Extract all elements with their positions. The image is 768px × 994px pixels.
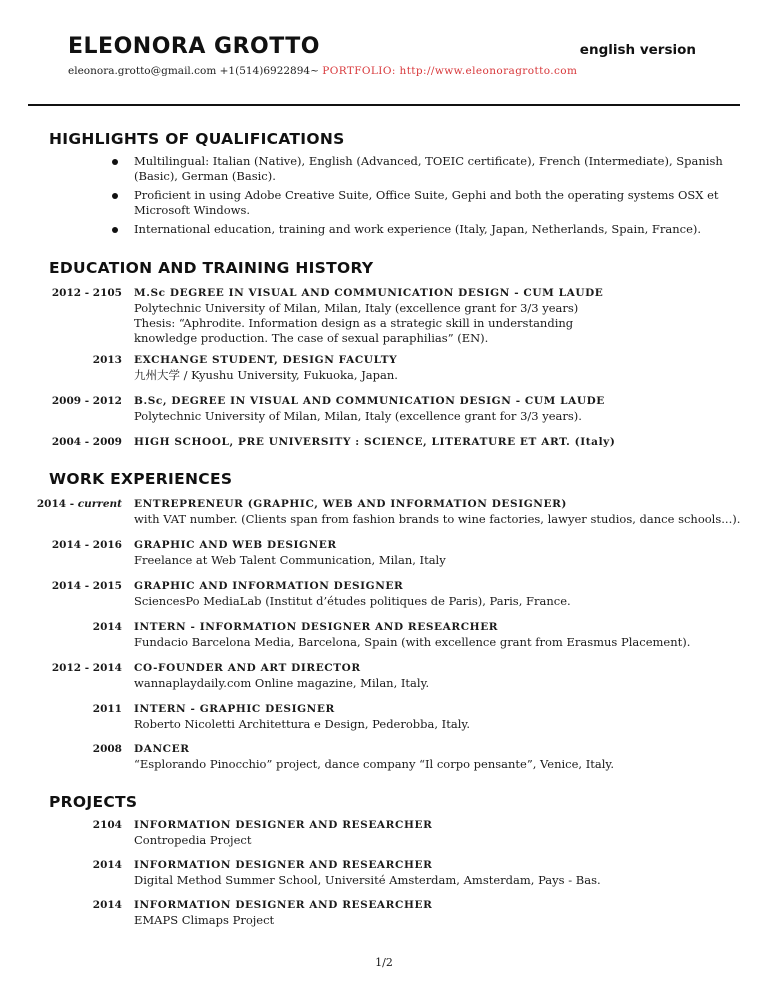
entry-role: DANCER	[134, 743, 190, 755]
entry-date: 2014	[92, 621, 122, 633]
entry-description: EMAPS Climaps Project	[134, 913, 275, 927]
qualification-text: International education, training and work experience (Italy, Japan, Netherlands, Spain, France).	[134, 222, 702, 236]
entry-date: 2014	[92, 899, 122, 911]
entry-description: Digital Method Summer School, Université Amsterdam, Amsterdam, Pays - Bas.	[134, 873, 601, 887]
entry-description: Polytechnic University of Milan, Milan, Italy (excellence grant for 3/3 years)	[134, 301, 579, 315]
entry-role: EXCHANGE STUDENT, DESIGN FACULTY	[134, 354, 398, 366]
entry-date-start: 2014 -	[36, 498, 78, 510]
entry-date: 2013	[92, 354, 122, 366]
section-title-qualifications: HIGHLIGHTS OF QUALIFICATIONS	[49, 130, 345, 148]
section-title-education: EDUCATION AND TRAINING HISTORY	[49, 259, 374, 277]
entry-description: Thesis: “Aphrodite. Information design as a strategic skill in understanding	[134, 316, 574, 330]
section-title-work: WORK EXPERIENCES	[49, 470, 233, 488]
entry-role: INFORMATION DESIGNER AND RESEARCHER	[134, 859, 433, 871]
entry-description: wannaplaydaily.com Online magazine, Milan, Italy.	[134, 676, 430, 690]
language-version-label: english version	[579, 42, 696, 58]
entry-role: INFORMATION DESIGNER AND RESEARCHER	[134, 899, 433, 911]
entry-description: knowledge production. The case of sexual paraphilias” (EN).	[134, 331, 489, 345]
bullet-icon	[112, 159, 118, 165]
entry-role: INFORMATION DESIGNER AND RESEARCHER	[134, 819, 433, 831]
entry-description: Roberto Nicoletti Architettura e Design, Pederobba, Italy.	[134, 717, 470, 731]
qualification-text: Multilingual: Italian (Native), English (Advanced, TOEIC certificate), French (Intermediate), Spanish (Basic), German (Basic).	[134, 154, 723, 183]
entry-role: GRAPHIC AND INFORMATION DESIGNER	[134, 580, 404, 592]
entry-description: Polytechnic University of Milan, Milan, Italy (excellence grant for 3/3 years).	[134, 409, 582, 423]
header-divider	[28, 104, 740, 106]
entry-role: INTERN - GRAPHIC DESIGNER	[134, 703, 335, 715]
qualification-text: Proficient in using Adobe Creative Suite, Office Suite, Gephi and both the operating systems OSX et Microsoft Windows.	[134, 188, 719, 217]
entry-description: Fundacio Barcelona Media, Barcelona, Spain (with excellence grant from Erasmus Placement).	[134, 635, 691, 649]
contact-details: eleonora.grotto@gmail.com +1(514)6922894~	[68, 65, 323, 77]
entry-date: 2014	[92, 859, 122, 871]
page-number: 1/2	[375, 956, 393, 969]
entry-role: M.Sc DEGREE IN VISUAL AND COMMUNICATION DESIGN - CUM LAUDE	[134, 287, 604, 299]
entry-date: 2014 - 2015	[51, 580, 122, 592]
entry-description: SciencesPo MediaLab (Institut d’études politiques de Paris), Paris, France.	[134, 594, 571, 608]
entry-role: GRAPHIC AND WEB DESIGNER	[134, 539, 337, 551]
entry-role: ENTREPRENEUR (GRAPHIC, WEB AND INFORMATION DESIGNER)	[134, 498, 567, 510]
entry-date: 2004 - 2009	[51, 436, 122, 448]
entry-date: 2014 - 2016	[51, 539, 122, 551]
entry-description: with VAT number. (Clients span from fashion brands to wine factories, lawyer studios, dance schools...).	[134, 512, 741, 526]
entry-date: 2008	[92, 743, 122, 755]
entry-role: INTERN - INFORMATION DESIGNER AND RESEARCHER	[134, 621, 499, 633]
bullet-icon	[112, 193, 118, 199]
entry-date	[37, 497, 122, 512]
list-item	[106, 154, 726, 184]
qualifications-list	[106, 154, 726, 241]
entry-date: 2012 - 2105	[51, 287, 122, 299]
bullet-icon	[112, 227, 118, 233]
list-item	[106, 222, 726, 237]
section-title-projects: PROJECTS	[49, 793, 138, 811]
entry-role: CO-FOUNDER AND ART DIRECTOR	[134, 662, 361, 674]
entry-description: Freelance at Web Talent Communication, Milan, Italy	[134, 553, 446, 567]
entry-date: 2009 - 2012	[51, 395, 122, 407]
entry-date: 2104	[92, 819, 122, 831]
entry-date: 2011	[92, 703, 122, 715]
resume-name: ELEONORA GROTTO	[68, 34, 320, 59]
contact-line	[68, 65, 577, 77]
entry-description: “Esplorando Pinocchio” project, dance company “Il corpo pensante”, Venice, Italy.	[134, 757, 615, 771]
entry-description: 九州大学 / Kyushu University, Fukuoka, Japan.	[134, 368, 398, 382]
entry-role: HIGH SCHOOL, PRE UNIVERSITY : SCIENCE, LITERATURE ET ART. (Italy)	[134, 436, 616, 448]
entry-date-current: current	[77, 498, 122, 510]
entry-description: Contropedia Project	[134, 833, 252, 847]
entry-date: 2012 - 2014	[51, 662, 122, 674]
entry-role: B.Sc, DEGREE IN VISUAL AND COMMUNICATION DESIGN - CUM LAUDE	[134, 395, 605, 407]
portfolio-link[interactable]: PORTFOLIO: http://www.eleonoragrotto.com	[322, 65, 578, 77]
list-item	[106, 188, 726, 218]
